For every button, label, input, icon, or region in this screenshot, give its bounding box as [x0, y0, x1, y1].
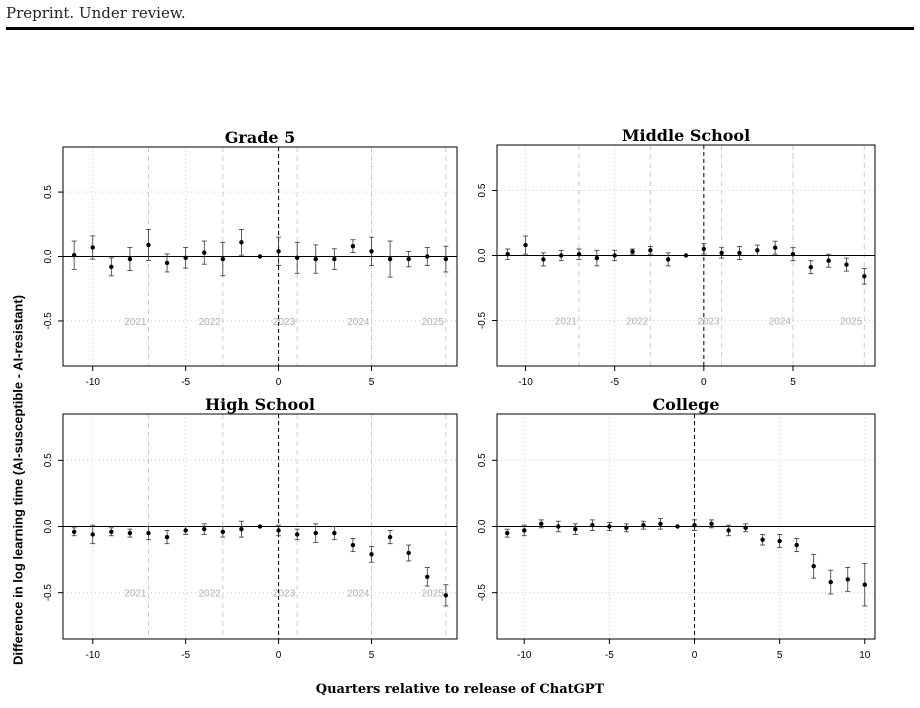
- year-label-3: 2024: [768, 316, 791, 328]
- x-axis-label: Quarters relative to release of ChatGPT: [315, 682, 605, 697]
- x-tick-label-4: 10: [859, 650, 871, 661]
- data-point: [539, 522, 543, 526]
- data-point: [314, 531, 318, 535]
- data-point: [692, 523, 696, 527]
- data-point: [658, 522, 662, 526]
- year-label-4: 2025: [840, 316, 863, 328]
- panel-title: Grade 5: [224, 128, 296, 147]
- data-point: [239, 527, 243, 531]
- data-point: [91, 245, 95, 249]
- year-label-3: 2024: [347, 588, 370, 600]
- panel-0: [43, 128, 457, 388]
- data-point: [809, 265, 813, 269]
- data-point: [369, 552, 373, 556]
- data-point: [702, 247, 706, 251]
- data-point: [314, 257, 318, 261]
- data-point: [276, 249, 280, 253]
- year-label-0: 2021: [554, 316, 578, 328]
- data-point: [425, 575, 429, 579]
- data-point: [812, 564, 816, 568]
- x-tick-label-2: 0: [275, 377, 282, 388]
- data-point: [72, 253, 76, 257]
- x-tick-label-1: -5: [181, 377, 191, 388]
- panel-3: [477, 395, 875, 661]
- data-point: [523, 243, 527, 247]
- y-tick-label-2: 0.5: [477, 183, 488, 198]
- data-point: [91, 532, 95, 536]
- panel-2: [43, 395, 457, 661]
- data-point: [624, 526, 628, 530]
- data-point: [295, 256, 299, 260]
- x-tick-label-0: -10: [518, 377, 533, 388]
- year-label-2: 2023: [697, 316, 720, 328]
- data-point: [541, 257, 545, 261]
- data-point: [221, 257, 225, 261]
- year-label-4: 2025: [421, 588, 444, 600]
- data-point: [522, 528, 526, 532]
- x-tick-label-3: 5: [368, 650, 375, 661]
- y-tick-label-0: -0.5: [477, 584, 488, 602]
- data-point: [556, 524, 560, 528]
- y-axis-label: Difference in log learning time (AI-susceptible - AI-resistant): [10, 294, 26, 666]
- data-point: [863, 583, 867, 587]
- data-point: [406, 257, 410, 261]
- data-point: [590, 523, 594, 527]
- data-point: [666, 257, 670, 261]
- y-tick-label-2: 0.5: [43, 453, 54, 468]
- x-tick-label-1: -5: [604, 650, 614, 661]
- data-point: [146, 243, 150, 247]
- data-point: [202, 527, 206, 531]
- y-tick-label-2: 0.5: [43, 185, 54, 200]
- data-point: [573, 527, 577, 531]
- data-point: [777, 539, 781, 543]
- data-point: [128, 531, 132, 535]
- data-point: [369, 249, 373, 253]
- data-point: [743, 526, 747, 530]
- y-tick-label-1: 0.0: [43, 249, 54, 264]
- data-point: [332, 257, 336, 261]
- data-point: [862, 274, 866, 278]
- page-header: Preprint. Under review.: [6, 4, 186, 22]
- data-point: [791, 252, 795, 256]
- data-point: [630, 249, 634, 253]
- data-point: [165, 261, 169, 265]
- data-point: [425, 254, 429, 258]
- y-tick-label-2: 0.5: [477, 453, 488, 468]
- x-tick-label-3: 5: [790, 377, 796, 388]
- data-point: [109, 530, 113, 534]
- data-point: [648, 248, 652, 252]
- x-tick-label-0: -10: [85, 650, 100, 661]
- data-point: [276, 528, 280, 532]
- data-point: [258, 524, 262, 528]
- data-point: [183, 528, 187, 532]
- data-point: [844, 262, 848, 266]
- data-point: [559, 253, 563, 257]
- x-tick-label-3: 5: [776, 650, 783, 661]
- x-tick-label-2: 0: [691, 650, 698, 661]
- panel-1: [477, 126, 875, 388]
- data-point: [737, 251, 741, 255]
- data-point: [444, 257, 448, 261]
- x-tick-label-2: 0: [275, 650, 282, 661]
- data-point: [760, 538, 764, 542]
- year-label-1: 2022: [198, 316, 221, 328]
- x-tick-label-3: 5: [368, 377, 375, 388]
- x-tick-label-2: 0: [701, 377, 707, 388]
- data-point: [641, 523, 645, 527]
- data-point: [826, 259, 830, 263]
- year-label-0: 2021: [124, 588, 147, 600]
- data-point: [239, 240, 243, 244]
- y-tick-label-1: 0.0: [477, 248, 488, 263]
- panel-title: Middle School: [621, 126, 751, 145]
- panel-title: High School: [205, 395, 315, 414]
- data-point: [595, 256, 599, 260]
- data-point: [202, 250, 206, 254]
- data-point: [675, 524, 679, 528]
- year-label-2: 2023: [272, 316, 296, 328]
- x-tick-label-0: -10: [85, 377, 100, 388]
- data-point: [388, 257, 392, 261]
- data-point: [577, 252, 581, 256]
- data-point: [726, 528, 730, 532]
- y-tick-label-0: -0.5: [43, 312, 54, 330]
- data-point: [351, 244, 355, 248]
- x-tick-label-0: -10: [517, 650, 532, 661]
- data-point: [505, 252, 509, 256]
- data-point: [719, 251, 723, 255]
- data-point: [846, 577, 850, 581]
- year-label-2: 2023: [272, 588, 296, 600]
- data-point: [444, 593, 448, 597]
- year-label-1: 2022: [626, 316, 649, 328]
- data-point: [351, 543, 355, 547]
- data-point: [146, 531, 150, 535]
- year-label-0: 2021: [124, 316, 147, 328]
- data-point: [295, 532, 299, 536]
- data-point: [794, 543, 798, 547]
- data-point: [388, 535, 392, 539]
- year-label-4: 2025: [421, 316, 444, 328]
- data-point: [221, 530, 225, 534]
- data-point: [72, 530, 76, 534]
- y-tick-label-0: -0.5: [477, 311, 488, 330]
- data-point: [607, 524, 611, 528]
- data-point: [755, 248, 759, 252]
- y-tick-label-1: 0.0: [43, 519, 54, 534]
- year-label-3: 2024: [347, 316, 370, 328]
- data-point: [128, 257, 132, 261]
- x-tick-label-1: -5: [610, 377, 620, 388]
- data-point: [505, 531, 509, 535]
- data-point: [258, 254, 262, 258]
- data-point: [684, 253, 688, 257]
- data-point: [165, 535, 169, 539]
- panel-title: College: [652, 395, 720, 414]
- year-label-1: 2022: [198, 588, 221, 600]
- y-tick-label-0: -0.5: [43, 584, 54, 602]
- data-point: [183, 256, 187, 260]
- y-tick-label-1: 0.0: [477, 519, 488, 534]
- x-tick-label-1: -5: [181, 650, 191, 661]
- data-point: [829, 580, 833, 584]
- data-point: [773, 246, 777, 250]
- data-point: [709, 522, 713, 526]
- data-point: [109, 265, 113, 269]
- data-point: [612, 253, 616, 257]
- data-point: [332, 531, 336, 535]
- data-point: [406, 551, 410, 555]
